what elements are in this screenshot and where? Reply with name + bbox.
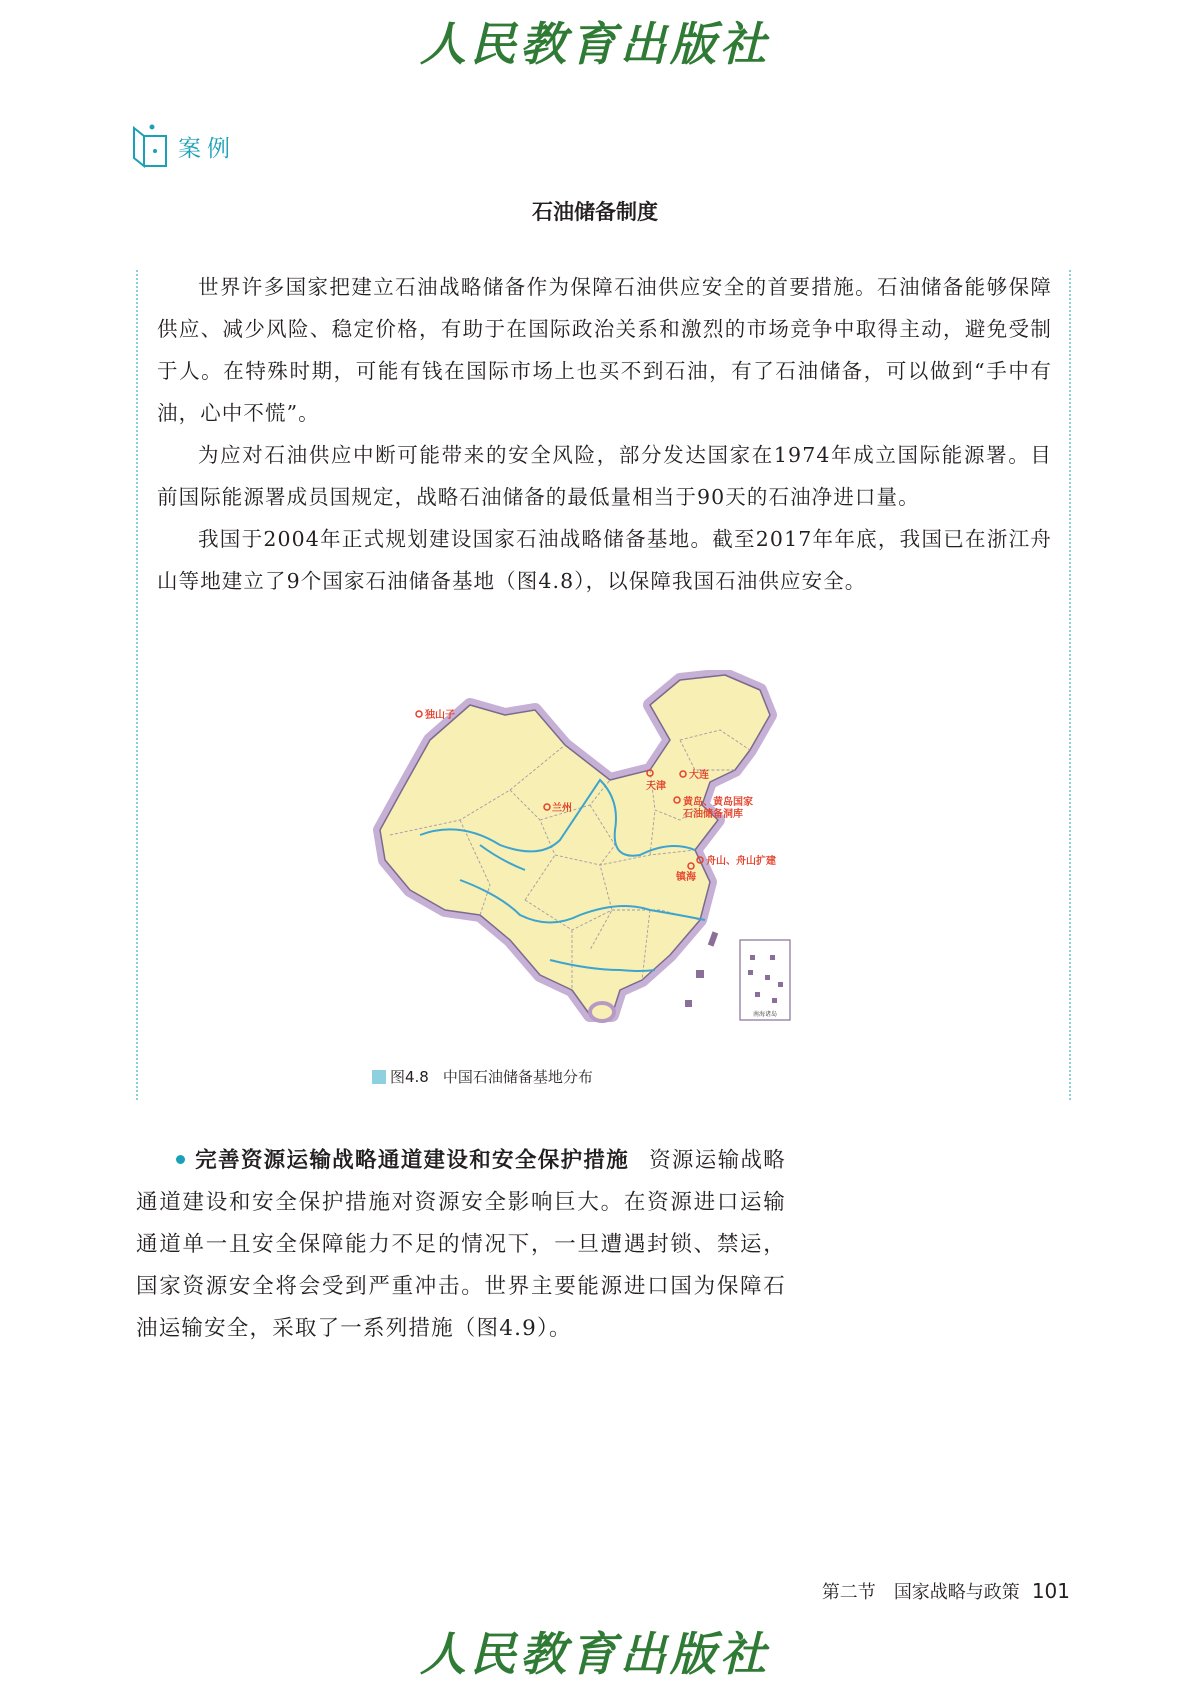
page-footer bbox=[822, 1578, 1070, 1604]
footer-chapter: 国家战略与政策 bbox=[893, 1582, 1020, 1603]
label-tianjin: 天津 bbox=[646, 781, 666, 792]
case-body bbox=[157, 266, 1052, 602]
case-paragraph: 我国于2004年正式规划建设国家石油战略储备基地。截至2017年年底，我国已在浙江舟山等地建立了9个国家石油储备基地（图4.8），以保障我国石油供应安全。 bbox=[157, 527, 1052, 593]
figure-number: 图4.8 bbox=[390, 1068, 429, 1086]
case-label bbox=[130, 122, 236, 170]
south-sea-inset bbox=[740, 940, 790, 1020]
case-paragraph: 为应对石油供应中断可能带来的安全风险，部分发达国家在1974年成立国际能源署。目前国际能源署成员国规定，战略石油储备的最低量相当于90天的石油净进口量。 bbox=[157, 443, 1052, 509]
section-heading: 完善资源运输战略通道建设和安全保护措施 bbox=[195, 1148, 630, 1173]
marker-dushanzi bbox=[416, 711, 422, 717]
book-icon bbox=[130, 122, 170, 170]
case-label-text: 案例 bbox=[178, 135, 236, 162]
publisher-footer: 人民教育出版社 bbox=[420, 1627, 770, 1681]
bullet-icon bbox=[176, 1155, 185, 1164]
caption-square-icon bbox=[372, 1070, 386, 1084]
section-paragraph bbox=[136, 1140, 786, 1350]
label-huangdao-2: 石油储备洞库 bbox=[683, 809, 743, 820]
label-zhoushan: 舟山、舟山扩建 bbox=[706, 856, 776, 867]
figure-caption bbox=[372, 1066, 593, 1087]
page-number: 101 bbox=[1031, 1579, 1070, 1603]
label-huangdao: 黄岛、黄岛国家 bbox=[683, 797, 753, 808]
figure-caption-text: 中国石油储备基地分布 bbox=[442, 1068, 593, 1086]
publisher-header: 人民教育出版社 bbox=[420, 17, 770, 71]
label-zhenhai: 镇海 bbox=[676, 872, 696, 883]
case-title: 石油储备制度 bbox=[532, 200, 658, 224]
inset-label: 南海诸岛 bbox=[753, 1011, 778, 1018]
label-dalian: 大连 bbox=[689, 770, 709, 781]
label-dushanzi: 独山子 bbox=[425, 710, 455, 721]
section-text: 资源运输战略通道建设和安全保护措施对资源安全影响巨大。在资源进口运输通道单一且安全保障能力不足的情况下，一旦遭遇封锁、禁运，国家资源安全将会受到严重冲击。世界主要能源进口国为保障石油运输安全，采取了一系列措施（图4.9）。 bbox=[136, 1148, 786, 1341]
case-paragraph: 世界许多国家把建立石油战略储备作为保障石油供应安全的首要措施。石油储备能够保障供应、减少风险、稳定价格，有助于在国际政治关系和激烈的市场竞争中取得主动，避免受制于人。在特殊时期，可能有钱在国际市场上也买不到石油，有了石油储备，可以做到“手中有油，心中不慌”。 bbox=[157, 275, 1052, 425]
footer-section: 第二节 bbox=[821, 1582, 876, 1603]
label-lanzhou: 兰州 bbox=[552, 803, 572, 814]
china-oil-reserve-map bbox=[350, 670, 850, 1060]
